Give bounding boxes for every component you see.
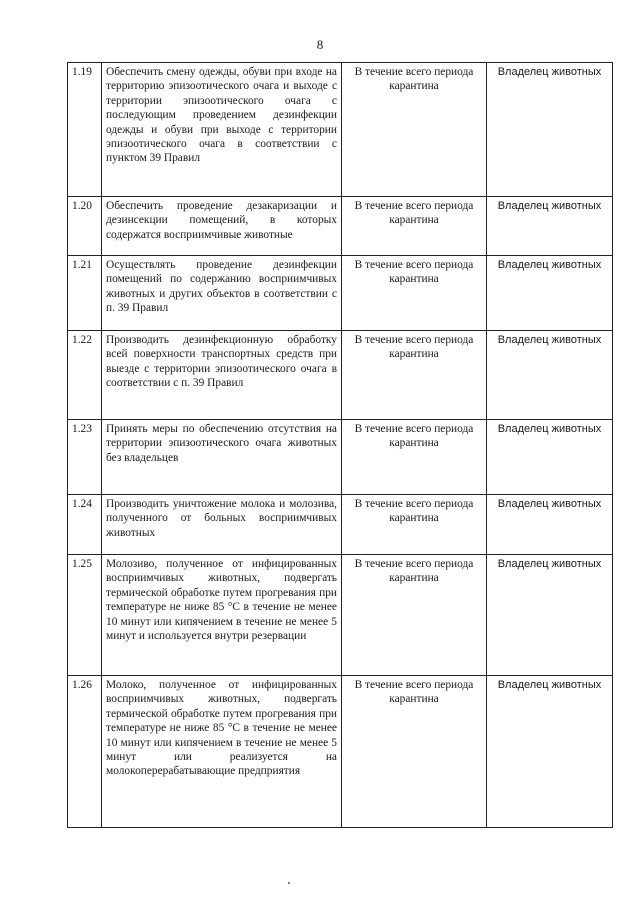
row-number: 1.23 — [68, 420, 102, 495]
action-text: Принять меры по обеспечению отсутствия на территории эпизоотического очага животных без владельцев — [102, 420, 342, 495]
action-text: Молозиво, полученное от инфицированных восприимчивых животных, подвергать термической обработке путем прогревания при температуре не ниже 85 °С в течение не менее 10 минут или кипячением в течение не менее 5 минут и используется внутри резервации — [102, 555, 342, 676]
row-number: 1.24 — [68, 495, 102, 555]
responsible-text: Владелец животных — [487, 676, 613, 828]
period-text: В течение всего периода карантина — [342, 676, 487, 828]
action-text: Осуществлять проведение дезинфекции помещений по содержанию восприимчивых животных и других объектов в соответствии с п. 39 Правил — [102, 256, 342, 331]
page-number: 8 — [316, 37, 324, 52]
action-text: Производить уничтожение молока и молозива, полученного от больных восприимчивых животных — [102, 495, 342, 555]
action-text: Обеспечить проведение дезакаризации и дезинсекции помещений, в которых содержатся восприимчивые животные — [102, 197, 342, 256]
table-row — [68, 197, 613, 256]
period-text: В течение всего периода карантина — [342, 331, 487, 420]
period-text: В течение всего периода карантина — [342, 495, 487, 555]
row-number: 1.26 — [68, 676, 102, 828]
table-row — [68, 420, 613, 495]
row-number: 1.19 — [68, 63, 102, 197]
row-number: 1.20 — [68, 197, 102, 256]
responsible-text: Владелец животных — [487, 331, 613, 420]
table-row — [68, 555, 613, 676]
period-text: В течение всего периода карантина — [342, 555, 487, 676]
action-text: Молоко, полученное от инфицированных восприимчивых животных, подвергать термической обработке путем прогревания при температуре не ниже 85 °С в течение не менее 10 минут или кипячением в течение не менее 5 минут или реализуется на молокоперерабатывающие предприятия — [102, 676, 342, 828]
table-row — [68, 256, 613, 331]
responsible-text: Владелец животных — [487, 555, 613, 676]
period-text: В течение всего периода карантина — [342, 197, 487, 256]
action-text: Обеспечить смену одежды, обуви при входе на территорию эпизоотического очага и выходе с территории эпизоотического очага с последующим проведением дезинфекции одежды и обуви при выходе с территории эпизоотического очага в соответствии с пунктом 39 Правил — [102, 63, 342, 197]
row-number: 1.21 — [68, 256, 102, 331]
row-number: 1.25 — [68, 555, 102, 676]
measures-table — [67, 62, 613, 828]
responsible-text: Владелец животных — [487, 197, 613, 256]
period-text: В течение всего периода карантина — [342, 256, 487, 331]
table-row — [68, 495, 613, 555]
responsible-text: Владелец животных — [487, 256, 613, 331]
scan-speck — [288, 882, 290, 884]
responsible-text: Владелец животных — [487, 495, 613, 555]
responsible-text: Владелец животных — [487, 420, 613, 495]
row-number: 1.22 — [68, 331, 102, 420]
table-row — [68, 331, 613, 420]
responsible-text: Владелец животных — [487, 63, 613, 197]
table-row — [68, 676, 613, 828]
period-text: В течение всего периода карантина — [342, 63, 487, 197]
action-text: Производить дезинфекционную обработку всей поверхности транспортных средств при выезде с территории эпизоотического очага в соответствии с п. 39 Правил — [102, 331, 342, 420]
table-row — [68, 63, 613, 197]
period-text: В течение всего периода карантина — [342, 420, 487, 495]
